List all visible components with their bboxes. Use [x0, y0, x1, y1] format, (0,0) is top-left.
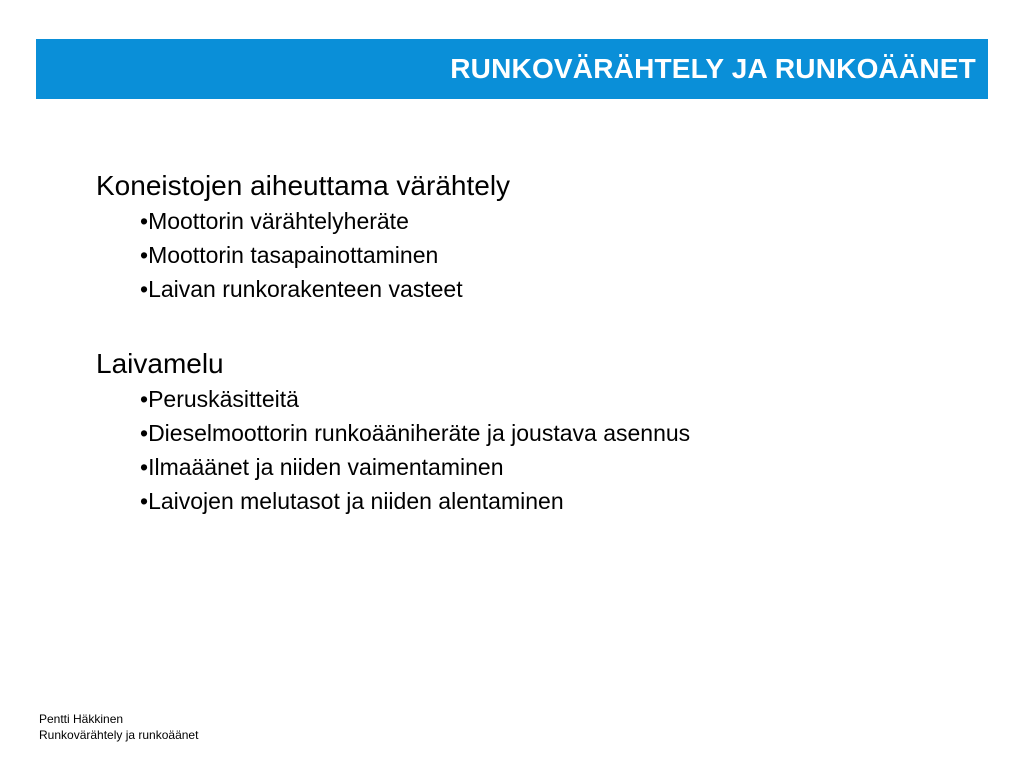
- title-bar: [36, 39, 988, 99]
- bullet-item: • Laivojen melutasot ja niiden alentaminen: [140, 484, 976, 518]
- bullet-item: • Dieselmoottorin runkoääniheräte ja joustava asennus: [140, 416, 976, 450]
- section-heading: Koneistojen aiheuttama värähtely: [96, 170, 511, 201]
- section-heading: Laivamelu: [96, 348, 224, 379]
- footer-course: Runkovärähtely ja runkoäänet: [39, 728, 199, 742]
- footer: [39, 711, 198, 743]
- bullet-item: • Moottorin tasapainottaminen: [140, 238, 976, 272]
- section-machinery-vibration: [96, 168, 976, 306]
- bullet-list: [140, 382, 976, 518]
- bullet-item: • Ilmaäänet ja niiden vaimentaminen: [140, 450, 976, 484]
- bullet-list: [140, 204, 976, 306]
- slide-title: RUNKOVÄRÄHTELY JA RUNKOÄÄNET: [450, 53, 976, 84]
- section-ship-noise: [96, 346, 976, 518]
- bullet-item: • Moottorin värähtelyheräte: [140, 204, 976, 238]
- slide-content: [96, 168, 976, 518]
- bullet-item: • Peruskäsitteitä: [140, 382, 976, 416]
- bullet-item: • Laivan runkorakenteen vasteet: [140, 272, 976, 306]
- footer-author: Pentti Häkkinen: [39, 712, 124, 726]
